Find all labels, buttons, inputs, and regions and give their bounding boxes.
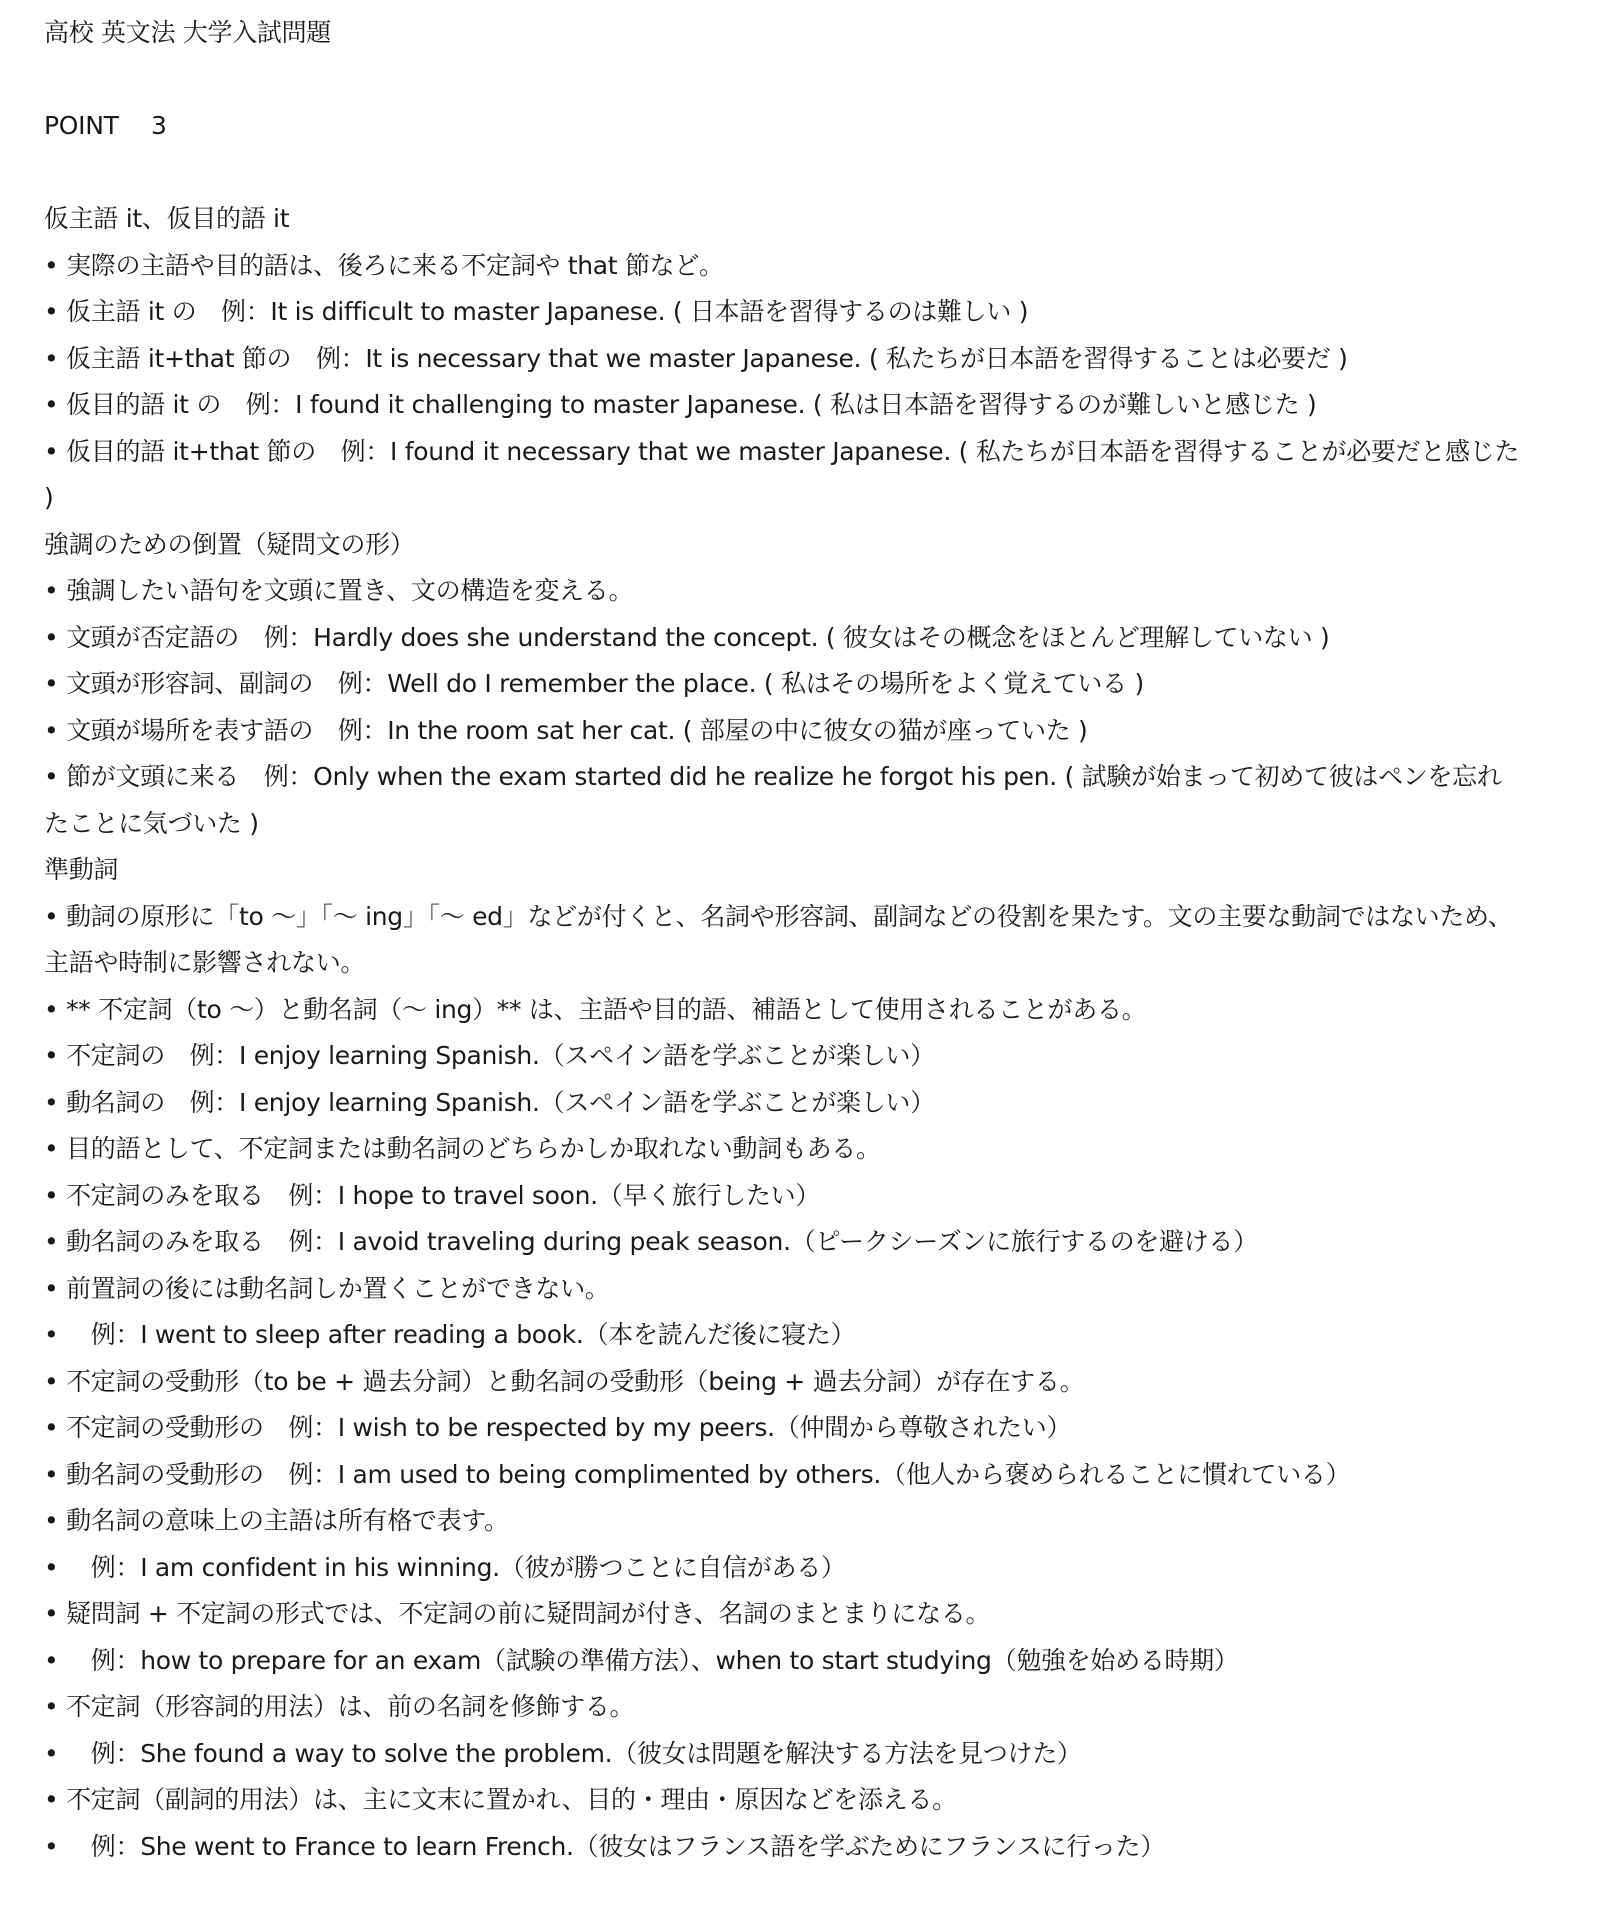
bullet-line: • 不定詞の 例：I enjoy learning Spanish.（スペイン語を学ぶことが楽しい）	[44, 1041, 935, 1070]
bullet-line: • 節が文頭に来る 例：Only when the exam started did he realize he forgot his pen. ( 試験が始まって初めて彼はペンを忘れたことに気づいた )	[44, 762, 1502, 838]
bullet-line: • 目的語として、不定詞または動名詞のどちらかしか取れない動詞もある。	[44, 1134, 881, 1163]
bullet-line: • 仮主語 it+that 節の 例：It is necessary that we master Japanese. ( 私たちが日本語を習得することは必要だ )	[44, 343, 1348, 373]
spacer	[44, 57, 1524, 104]
bullet-line: • 動名詞のみを取る 例：I avoid traveling during peak season.（ピークシーズンに旅行するのを避ける）	[44, 1227, 1258, 1256]
bullet-line: • 文頭が形容詞、副詞の 例：Well do I remember the place. ( 私はその場所をよく覚えている )	[44, 669, 1144, 698]
section-heading: 強調のための倒置（疑問文の形）	[44, 529, 415, 559]
bullet-line: • 仮目的語 it+that 節の 例：I found it necessary that we master Japanese. ( 私たちが日本語を習得することが必要だと感じた )	[44, 436, 1520, 512]
bullet-line: • 前置詞の後には動名詞しか置くことができない。	[44, 1273, 610, 1303]
example-line: • 例：I am confident in his winning.（彼が勝つことに自信がある）	[44, 1552, 846, 1582]
section-heading: 仮主語 it、仮目的語 it	[44, 204, 290, 233]
point-label: POINT 3	[44, 111, 167, 140]
bullet-line: • 不定詞の受動形の 例：I wish to be respected by my peers.（仲間から尊敬されたい）	[44, 1413, 1072, 1442]
document-title: 高校 英文法 大学入試問題	[44, 18, 331, 47]
spacer	[44, 150, 1524, 197]
bullet-line: • 動名詞の 例：I enjoy learning Spanish.（スペイン語を学ぶことが楽しい）	[44, 1087, 935, 1117]
bullet-line: • 文頭が否定語の 例：Hardly does she understand the concept. ( 彼女はその概念をほとんど理解していない )	[44, 622, 1330, 652]
example-line: • 例：She found a way to solve the problem.（彼女は問題を解決する方法を見つけた）	[44, 1738, 1082, 1768]
bullet-line: • 不定詞（副詞的用法）は、主に文末に置かれ、目的・理由・原因などを添える。	[44, 1785, 957, 1814]
document-page	[44, 10, 1524, 1870]
bullet-line: • 不定詞のみを取る 例：I hope to travel soon.（早く旅行したい）	[44, 1180, 821, 1210]
bullet-line: • ** 不定詞（to ～）と動名詞（～ ing）** は、主語や目的語、補語として使用されることがある。	[44, 994, 1147, 1024]
bullet-line: • 仮目的語 it の 例：I found it challenging to master Japanese. ( 私は日本語を習得するのが難しいと感じた )	[44, 390, 1317, 419]
example-line: • 例：I went to sleep after reading a book.（本を読んだ後に寝た）	[44, 1320, 856, 1349]
section-heading: 準動詞	[44, 855, 119, 884]
bullet-line: • 仮主語 it の 例：It is difficult to master Japanese. ( 日本語を習得するのは難しい )	[44, 297, 1029, 326]
example-line: • 例：how to prepare for an exam（試験の準備方法）、when to start studying（勉強を始める時期）	[44, 1645, 1239, 1675]
bullet-line: • 動詞の原形に「to ～」「～ ing」「～ ed」などが付くと、名詞や形容詞、副詞などの役割を果たす。文の主要な動詞ではないため、主語や時制に影響されない。	[44, 901, 1513, 977]
bullet-line: • 動名詞の受動形の 例：I am used to being complimented by others.（他人から褒められることに慣れている）	[44, 1459, 1351, 1489]
bullet-line: • 強調したい語句を文頭に置き、文の構造を変える。	[44, 576, 634, 605]
example-line: • 例：She went to France to learn French.（彼女はフランス語を学ぶためにフランスに行った）	[44, 1831, 1165, 1861]
bullet-line: • 疑問詞 + 不定詞の形式では、不定詞の前に疑問詞が付き、名詞のまとまりになる。	[44, 1599, 991, 1628]
bullet-line: • 動名詞の意味上の主語は所有格で表す。	[44, 1506, 509, 1535]
bullet-line: • 不定詞（形容詞的用法）は、前の名詞を修飾する。	[44, 1692, 635, 1721]
bullet-line: • 不定詞の受動形（to be + 過去分詞）と動名詞の受動形（being + 過去分詞）が存在する。	[44, 1366, 1085, 1396]
bullet-line: • 文頭が場所を表す語の 例：In the room sat her cat. ( 部屋の中に彼女の猫が座っていた )	[44, 715, 1088, 745]
bullet-line: • 実際の主語や目的語は、後ろに来る不定詞や that 節など。	[44, 250, 724, 280]
